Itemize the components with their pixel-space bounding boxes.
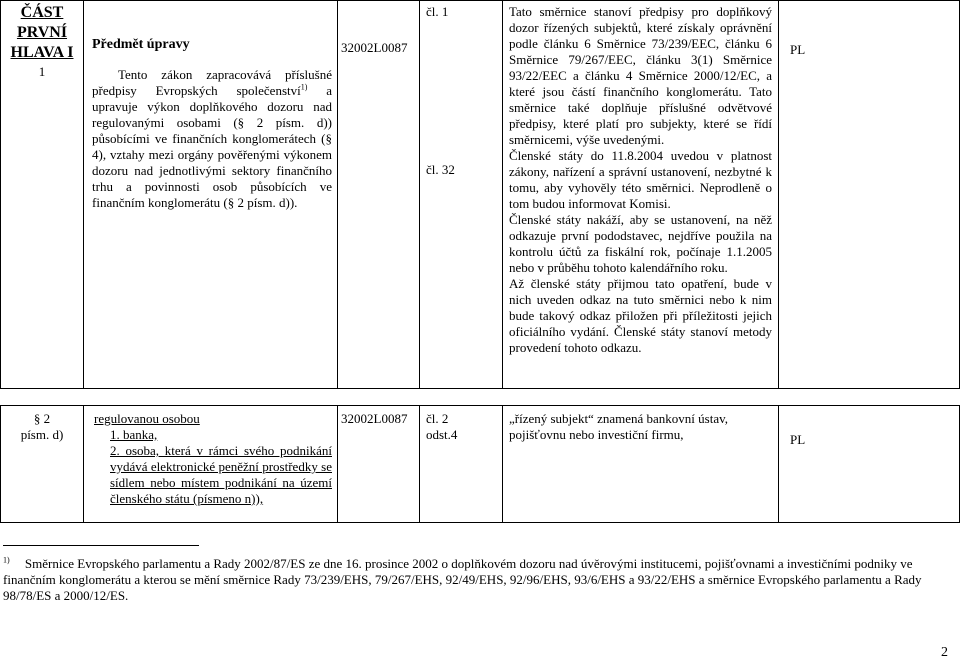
- table1-col-border: [502, 0, 503, 389]
- table1-col-border: [83, 0, 84, 389]
- table1-top-border: [0, 0, 960, 1]
- compatibility-status: PL: [790, 42, 806, 57]
- eu-paragraph-number: odst.4: [426, 427, 458, 442]
- table1-col-border: [337, 0, 338, 389]
- footnote-reference[interactable]: 1): [300, 82, 308, 92]
- section-number: 1: [38, 64, 46, 79]
- footnote-text: Směrnice Evropského parlamentu a Rady 2002/87/ES ze dne 16. prosince 2002 o doplňkovém dozoru nad úvěrovými institucemi, pojišťovnami a investičními podniky ve finančním konglomerátu a kterou se mění směrnice Rady 73/239/EHS, 79/267/EHS, 92/49/EHS, 92/96/EHS, 93/6/EHS a 93/22/EHS a směrnice Evropského parlamentu a Rady 98/78/ES a 2000/12/ES.: [3, 556, 922, 603]
- section-text: Tento zákon zapracovává příslušné předpisy Evropských společenství$^{1)}$ a upravuje výkon doplňkového dozoru nad regulovanými osobami (§ 2 písm. d)) působícími ve finančních konglomerátech (§ 4), vztahy mezi orgány pověřenými výkonem dozoru nad jednotlivými sektory finančního trhu a povinnosti osob působících ve finančním konglomerátu (§ 2 písm. d)).: [92, 67, 332, 210]
- eu-provision-text: [509, 4, 772, 356]
- defined-term: regulovanou osobou: [94, 411, 200, 426]
- table2-col-border: [0, 405, 1, 523]
- table2-bottom-border: [0, 522, 960, 523]
- letter-reference: písm. d): [20, 427, 64, 442]
- footnote-mark: 1): [3, 555, 10, 565]
- table1-bottom-border: [0, 388, 960, 389]
- chapter-label[interactable]: HLAVA I: [10, 44, 74, 61]
- table1-col-border: [778, 0, 779, 389]
- table2-col-border: [502, 405, 503, 523]
- footnote-separator: [3, 545, 199, 546]
- definition-item: 2. osoba, která v rámci svého podnikání vydává elektronické peněžní prostředky se sídlem nebo místem podnikání na území členského státu (písmeno n)),: [110, 443, 332, 506]
- eu-article: čl. 2: [426, 411, 449, 426]
- eu-paragraph: Tato směrnice stanoví předpisy pro doplňkový dozor řízených subjektů, které získaly oprávnění podle článku 6 Směrnice 73/239/EEC, článku 6 Směrnice 79/267/EEC, článku 3(1) Směrnice 93/22/EEC a článku 4 Směrnice 2000/12/EC, a které jsou částí finančního konglomerátu. Tato směrnice také doplňuje příslušné odvětvové předpisy, které platí pro subjekty, které se řídí směrnicemi, výše uvedenými.: [509, 4, 772, 147]
- eu-paragraph: Členské státy nakáží, aby se ustanovení, na něž odkazuje první pododstavec, nejdříve použila na kontrolu účtů za fiskální rok, počínaje 1.1.2005 nebo v průběhu tohoto kalendářního roku.: [509, 212, 772, 275]
- eu-article-1: čl. 1: [426, 4, 449, 19]
- celex-number: 32002L0087: [341, 411, 408, 426]
- section-number: § 2: [33, 411, 51, 426]
- part-label[interactable]: ČÁST: [20, 4, 64, 21]
- eu-definition-text: „řízený subjekt“ znamená bankovní ústav, pojišťovnu nebo investiční firmu,: [509, 411, 728, 442]
- section-title: Předmět úpravy: [92, 37, 190, 52]
- definition-item: 1. banka,: [110, 427, 158, 442]
- definition-cell: [94, 411, 332, 507]
- part-heading: [2, 3, 82, 81]
- eu-article-32: čl. 32: [426, 162, 455, 177]
- table1-col-border: [419, 0, 420, 389]
- table1-col-border: [0, 0, 1, 389]
- table2-col-border: [337, 405, 338, 523]
- table2-col-border: [83, 405, 84, 523]
- page-number: 2: [941, 645, 948, 660]
- eu-paragraph: Členské státy do 11.8.2004 uvedou v platnost zákony, nařízení a správní ustanovení, nezbytné k tomu, aby vyhověly této směrnici. Neprodleně o tom budou informovat Komisi.: [509, 148, 772, 211]
- section-subject-cell: [92, 36, 332, 211]
- table2-col-border: [419, 405, 420, 523]
- part-word[interactable]: PRVNÍ: [16, 24, 68, 41]
- eu-paragraph: Až členské státy přijmou tato opatření, bude v nich uveden odkaz na tuto směrnici nebo k nim bude takový odkaz přiložen při příležitosti jejich oficiálního vydání. Členské státy stanoví metody provedení tohoto odkazu.: [509, 276, 772, 355]
- table2-top-border: [0, 405, 960, 406]
- provision-reference: [2, 411, 82, 443]
- footnote: [3, 556, 956, 604]
- compatibility-status: PL: [790, 432, 806, 447]
- eu-article-2: [426, 411, 457, 443]
- celex-number: 32002L0087: [341, 40, 408, 55]
- table2-col-border: [778, 405, 779, 523]
